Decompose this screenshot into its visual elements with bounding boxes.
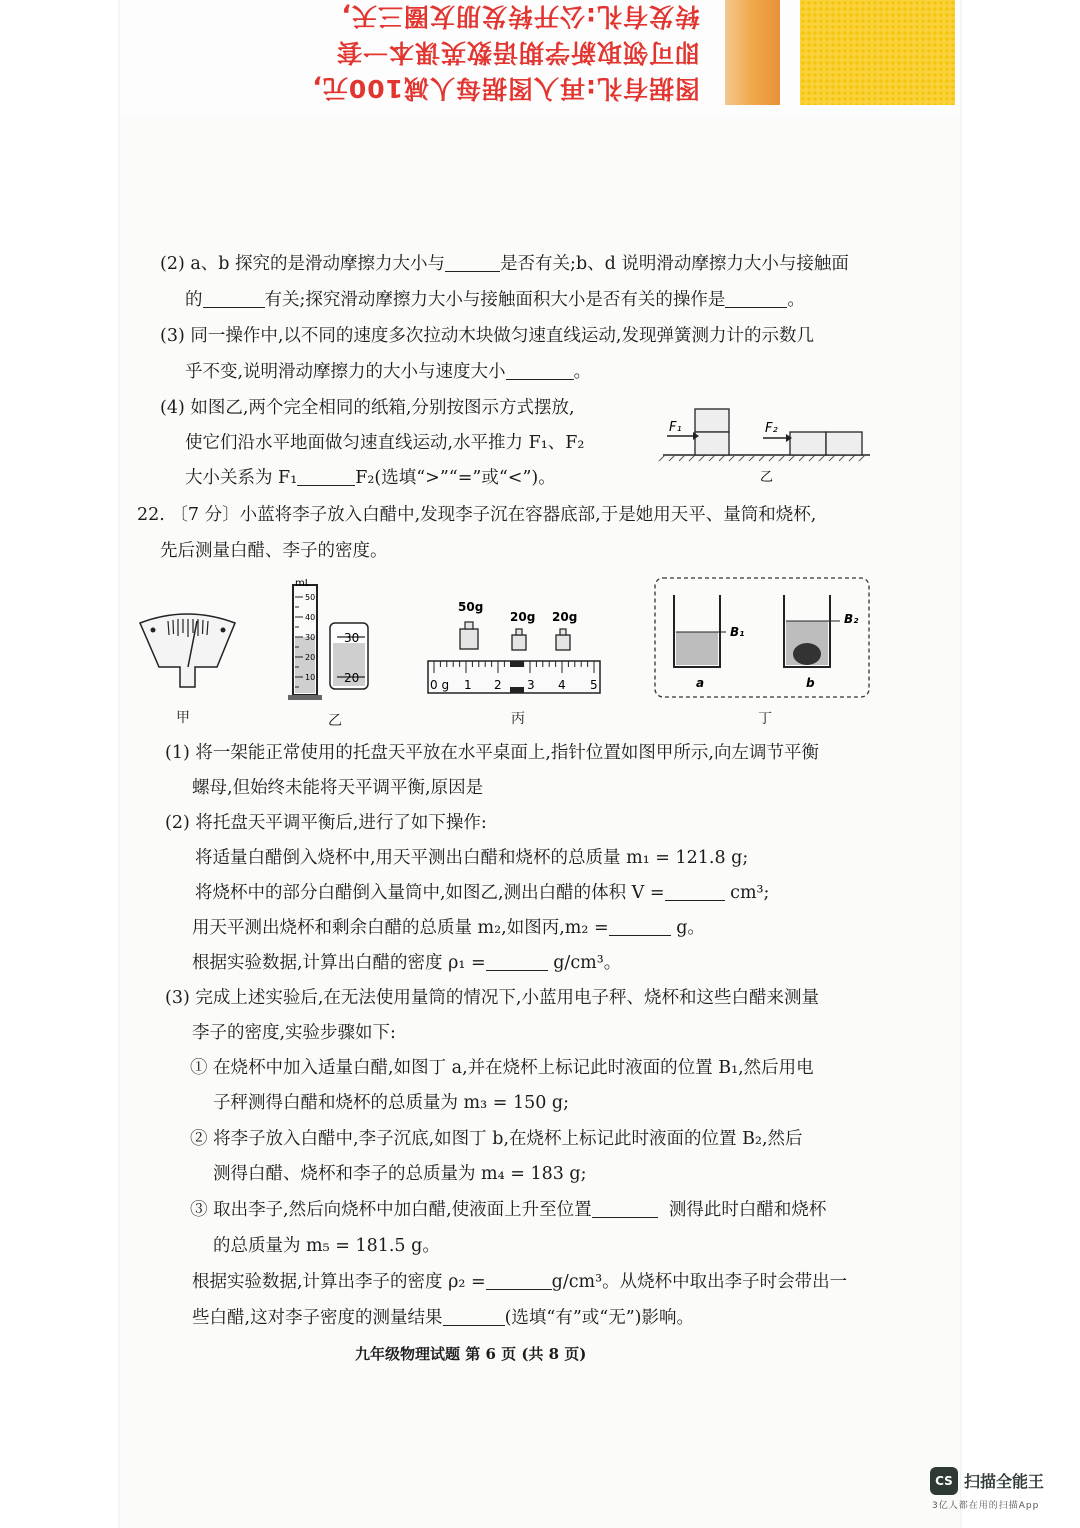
q22-final-line1: 根据实验数据,计算出李子的密度 ρ₂ = g/cm³。从烧杯中取出李子时会带出一 bbox=[192, 1272, 848, 1292]
q22-s3-line2: 李子的密度,实验步骤如下: bbox=[192, 1023, 396, 1043]
answer-blank[interactable] bbox=[592, 1199, 658, 1218]
weight-20g bbox=[556, 635, 570, 650]
answer-blank[interactable] bbox=[665, 882, 725, 901]
svg-text:a: a bbox=[696, 676, 705, 690]
q22-s2-line2: 将烧杯中的部分白醋倒入量筒中,如图乙,测出白醋的体积 V = cm³; bbox=[195, 883, 770, 903]
q21-p3-line2: 乎不变,说明滑动摩擦力的大小与速度大小 。 bbox=[185, 362, 592, 382]
fig-bing-label: 丙 bbox=[511, 711, 525, 727]
q22-step3-line2: 的总质量为 m₅ = 181.5 g。 bbox=[213, 1236, 440, 1256]
svg-text:30: 30 bbox=[305, 633, 316, 642]
fig-yi-label: 乙 bbox=[760, 470, 774, 485]
answer-blank[interactable] bbox=[297, 467, 355, 486]
q22-head-line1: 22. 〔7 分〕小蓝将李子放入白醋中,发现李子沉在容器底部,于是她用天平、量筒和烧杯, bbox=[137, 505, 817, 525]
q22-step3-line1: ③ 取出李子,然后向烧杯中加白醋,使液面上升至位置 测得此时白醋和烧杯 bbox=[190, 1200, 827, 1220]
svg-text:30: 30 bbox=[344, 631, 360, 645]
box-left bbox=[790, 432, 826, 455]
box-bottom bbox=[695, 432, 729, 455]
f1-label: F₁ bbox=[669, 420, 682, 435]
page-footer: 九年级物理试题 第 6 页 (共 8 页) bbox=[355, 1345, 587, 1363]
q22-s1-line1: (1) 将一架能正常使用的托盘天平放在水平桌面上,指针位置如图甲所示,向左调节平衡 bbox=[165, 743, 819, 763]
svg-text:20: 20 bbox=[344, 671, 360, 685]
balance-pointer-figure bbox=[135, 605, 240, 693]
svg-text:1: 1 bbox=[464, 678, 472, 692]
rider-bottom bbox=[510, 687, 524, 693]
q21-p2-line1: (2) a、b 探究的是滑动摩擦力大小与 是否有关;b、d 说明滑动摩擦力大小与接触面 bbox=[160, 254, 849, 274]
watermark-name: 扫描全能王 bbox=[964, 1472, 1045, 1491]
answer-blank[interactable] bbox=[725, 289, 787, 308]
q22-head-line2: 先后测量白醋、李子的密度。 bbox=[160, 541, 388, 561]
answer-blank[interactable] bbox=[203, 289, 265, 308]
svg-text:40: 40 bbox=[305, 613, 316, 622]
beakers-figure bbox=[652, 575, 872, 700]
f2-label: F₂ bbox=[765, 421, 778, 436]
banner-line-2: 即可领取新学期语数英课本一套 bbox=[335, 38, 700, 67]
svg-text:5: 5 bbox=[590, 678, 598, 692]
weights-ruler-figure bbox=[420, 595, 610, 700]
svg-text:20g: 20g bbox=[510, 610, 536, 624]
ml-label: mL bbox=[295, 578, 311, 589]
answer-blank[interactable] bbox=[486, 952, 548, 971]
q22-s2-head: (2) 将托盘天平调平衡后,进行了如下操作: bbox=[165, 813, 487, 833]
svg-text:B₁: B₁ bbox=[730, 625, 745, 639]
weight-50g bbox=[460, 629, 478, 649]
q22-s1-line2: 螺母,但始终未能将天平调平衡,原因是 bbox=[192, 778, 484, 798]
svg-text:50: 50 bbox=[305, 593, 316, 602]
fig-jia-label: 甲 bbox=[176, 710, 190, 726]
q21-p4-line1: (4) 如图乙,两个完全相同的纸箱,分别按图示方式摆放, bbox=[160, 398, 575, 418]
answer-blank[interactable] bbox=[443, 1307, 505, 1326]
banner-orange-stripe bbox=[725, 0, 780, 105]
watermark-subtitle: 3亿人都在用的扫描App bbox=[932, 1501, 1040, 1511]
svg-text:4: 4 bbox=[558, 678, 566, 692]
rider-top bbox=[510, 661, 524, 667]
q21-p2-line2: 的 有关;探究滑动摩擦力大小与接触面积大小是否有关的操作是 。 bbox=[185, 290, 805, 310]
fig-yi2-label: 乙 bbox=[328, 713, 342, 729]
svg-text:2: 2 bbox=[494, 678, 502, 692]
beaker-a-liquid bbox=[676, 632, 718, 665]
banner-line-3: 转发有礼:公开转发朋友圈三天, bbox=[340, 2, 700, 31]
q21-p3-line1: (3) 同一操作中,以不同的速度多次拉动木块做匀速直线运动,发现弹簧测力计的示数几 bbox=[160, 326, 814, 346]
q22-s2-line1: 将适量白醋倒入烧杯中,用天平测出白醋和烧杯的总质量 m₁ = 121.8 g; bbox=[195, 848, 749, 868]
fig-ding-label: 丁 bbox=[758, 711, 772, 727]
q21-p4-line2: 使它们沿水平地面做匀速直线运动,水平推力 F₁、F₂ bbox=[185, 433, 585, 453]
plum bbox=[793, 643, 821, 665]
q22-final-line2: 些白醋,这对李子密度的测量结果 (选填“有”或“无”)影响。 bbox=[192, 1308, 695, 1328]
box-top bbox=[695, 409, 729, 432]
q22-step2-line2: 测得白醋、烧杯和李子的总质量为 m₄ = 183 g; bbox=[213, 1164, 587, 1184]
svg-text:20g: 20g bbox=[552, 610, 578, 624]
answer-blank[interactable] bbox=[486, 1271, 552, 1290]
q21-p4-line3: 大小关系为 F₁ F₂(选填“>”“=”或“<”)。 bbox=[185, 468, 556, 488]
q22-step1-line2: 子秤测得白醋和烧杯的总质量为 m₃ = 150 g; bbox=[213, 1093, 570, 1113]
camscanner-logo-icon: CS bbox=[930, 1467, 958, 1495]
svg-text:0 g: 0 g bbox=[430, 678, 450, 692]
svg-text:b: b bbox=[806, 676, 815, 690]
svg-text:10: 10 bbox=[305, 673, 316, 682]
q22-s3-line1: (3) 完成上述实验后,在无法使用量筒的情况下,小蓝用电子秤、烧杯和这些白醋来测量 bbox=[165, 988, 819, 1008]
box-right bbox=[826, 432, 862, 455]
q22-step1-line1: ① 在烧杯中加入适量白醋,如图丁 a,并在烧杯上标记此时液面的位置 B₁,然后用电 bbox=[190, 1058, 814, 1078]
q22-s2-line3: 用天平测出烧杯和剩余白醋的总质量 m₂,如图丙,m₂ = g。 bbox=[192, 918, 705, 938]
answer-blank[interactable] bbox=[609, 917, 671, 936]
q22-step2-line1: ② 将李子放入白醋中,李子沉底,如图丁 b,在烧杯上标记此时液面的位置 B₂,然后 bbox=[190, 1129, 803, 1149]
svg-text:3: 3 bbox=[527, 678, 535, 692]
banner-line-1: 图据有礼:再入图据每人减100元, bbox=[311, 74, 700, 103]
banner-yellow-pattern bbox=[800, 0, 955, 105]
graduated-cylinder-figure bbox=[285, 575, 380, 705]
svg-text:20: 20 bbox=[305, 653, 316, 662]
weight-20g bbox=[512, 635, 526, 650]
q21-boxes-figure bbox=[655, 400, 880, 490]
answer-blank[interactable] bbox=[445, 253, 500, 272]
svg-text:50g: 50g bbox=[458, 600, 484, 614]
camscanner-watermark bbox=[930, 1465, 1070, 1515]
answer-blank[interactable] bbox=[506, 361, 574, 380]
q22-s2-line4: 根据实验数据,计算出白醋的密度 ρ₁ = g/cm³。 bbox=[192, 953, 622, 973]
promo-banner bbox=[120, 0, 960, 115]
svg-text:B₂: B₂ bbox=[844, 612, 859, 626]
